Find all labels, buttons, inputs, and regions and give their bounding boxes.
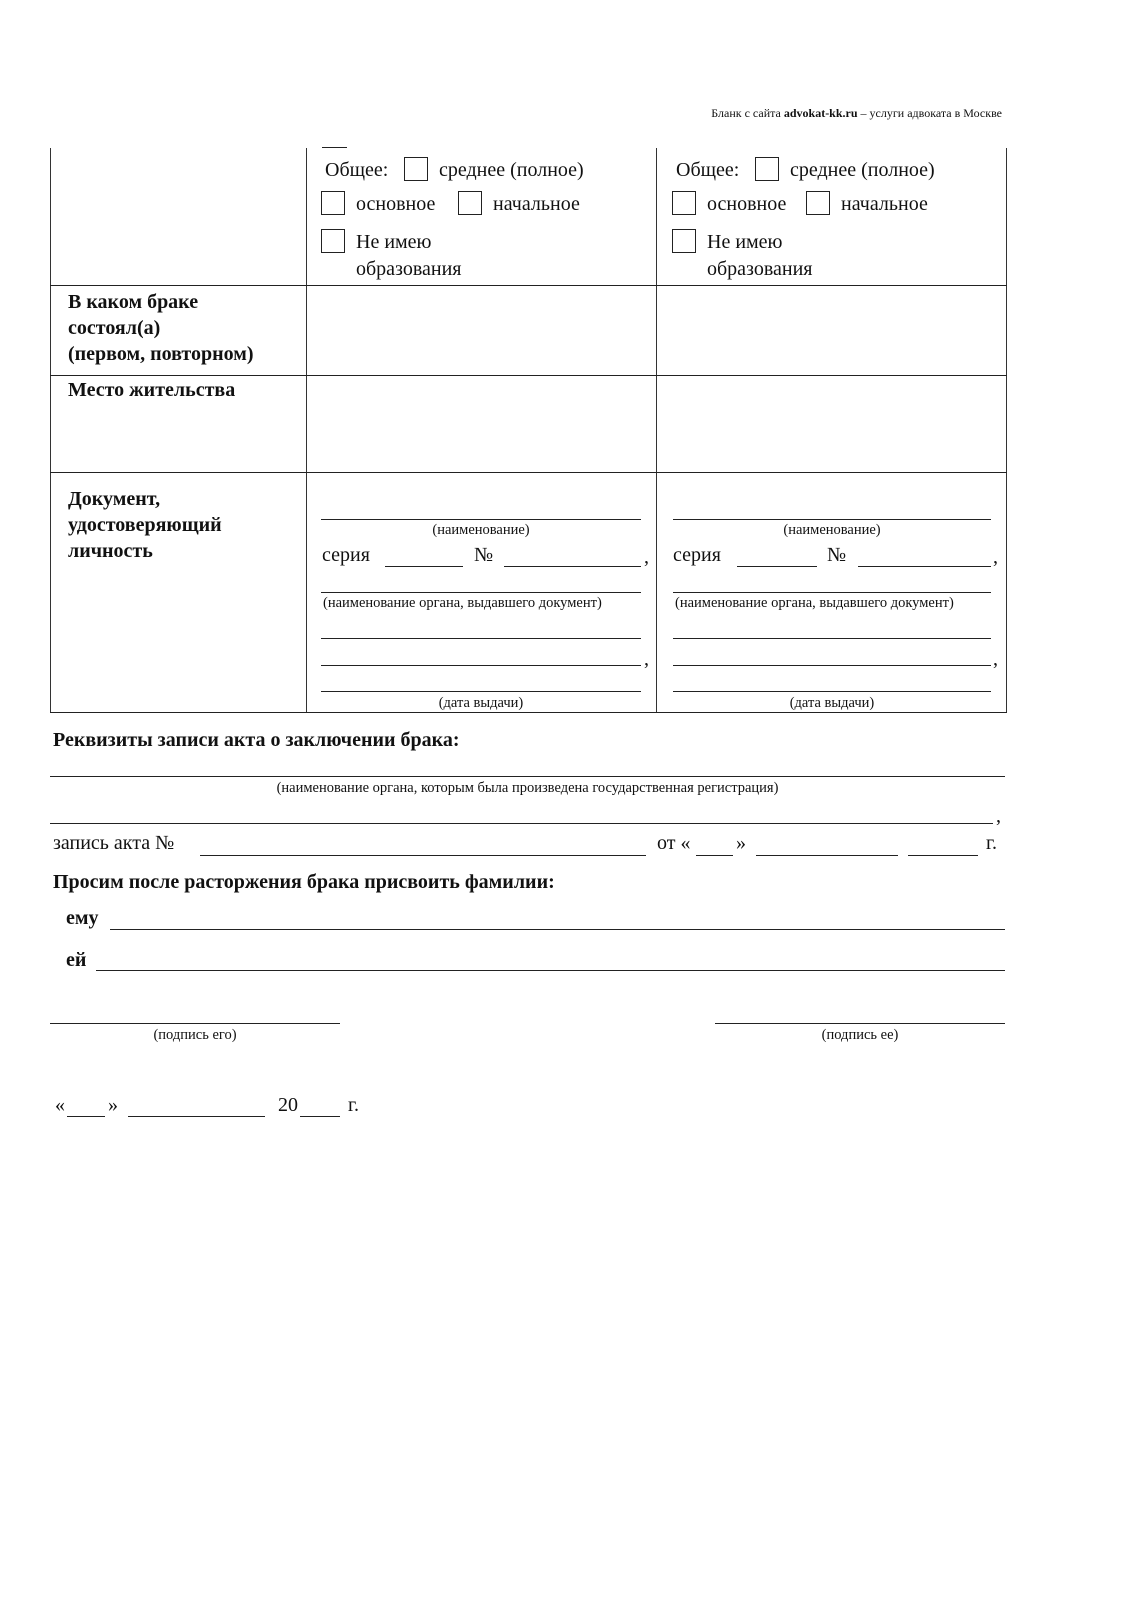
her-signature-field[interactable]	[715, 1023, 1005, 1024]
doc-series-field[interactable]	[737, 566, 817, 567]
doc-name-field[interactable]	[673, 519, 991, 520]
marriage-order-label: В каком браке состоял(а) (первом, повторном)	[68, 291, 254, 365]
applicant-column-his: Общее: среднее (полное) основное начальное Не имею образования (наименование) серия № , (наименование органа, выдавшего документ) , (дата выдачи)	[0, 0, 360, 720]
document-page: Бланк с сайта advokat-kk.ru – услуги адвоката в Москве В каком браке состоял(а) (первом, повторном) Место жительства Документ, удостоверяющий личность Общее: среднее (полное) основное начальное Не имею образования (наименование) серия № , (наименование органа, выдавшего документ) , (дата выдачи) Общее: среднее (полное) основное начальное Не имею образования (наименование) серия № , (наименование органа, выдавшего документ) , (дата выдачи) Реквизиты записи акта о заключении брака: (наименование органа, которым была произведена государственная регистрация) , запись акта № от « » г. Просим после расторжения брака присвоить фамилии: ему ей (подпись его) (подпись ее) « » 20 г.	[0, 0, 1131, 1600]
education-secondary-checkbox[interactable]	[755, 157, 779, 181]
date-year-field[interactable]	[300, 1116, 340, 1117]
education-primary-checkbox[interactable]	[806, 191, 830, 215]
registration-organ-field-2[interactable]	[50, 823, 993, 824]
site-link[interactable]: advokat-kk.ru	[783, 106, 858, 120]
education-basic-checkbox[interactable]	[321, 191, 345, 215]
his-surname-field[interactable]	[110, 929, 1005, 930]
date-day-field[interactable]	[67, 1116, 105, 1117]
marriage-record-title: Реквизиты записи акта о заключении брака:	[53, 729, 460, 751]
education-none-checkbox[interactable]	[672, 229, 696, 253]
record-year-field[interactable]	[908, 855, 978, 856]
doc-issuer-field[interactable]	[673, 592, 991, 593]
his-signature-field[interactable]	[50, 1023, 340, 1024]
registration-organ-field[interactable]	[50, 776, 1005, 777]
doc-number-field[interactable]	[858, 566, 991, 567]
her-surname-field[interactable]	[96, 970, 1005, 971]
identity-document-label: Документ, удостоверяющий личность	[68, 488, 222, 562]
surnames-title: Просим после расторжения брака присвоить фамилии:	[53, 871, 555, 893]
date-month-field[interactable]	[128, 1116, 265, 1117]
education-none-checkbox[interactable]	[321, 229, 345, 253]
education-basic-checkbox[interactable]	[672, 191, 696, 215]
record-day-field[interactable]	[696, 855, 733, 856]
record-number-field[interactable]	[200, 855, 646, 856]
applicant-column-hers: Общее: среднее (полное) основное начальное Не имею образования (наименование) серия № , (наименование органа, выдавшего документ) , (дата выдачи)	[673, 159, 998, 711]
residence-label: Место жительства	[68, 379, 236, 401]
doc-date-field[interactable]	[673, 691, 991, 692]
page-header: Бланк с сайта advokat-kk.ru – услуги адвоката в Москве	[711, 106, 1002, 120]
record-month-field[interactable]	[756, 855, 898, 856]
